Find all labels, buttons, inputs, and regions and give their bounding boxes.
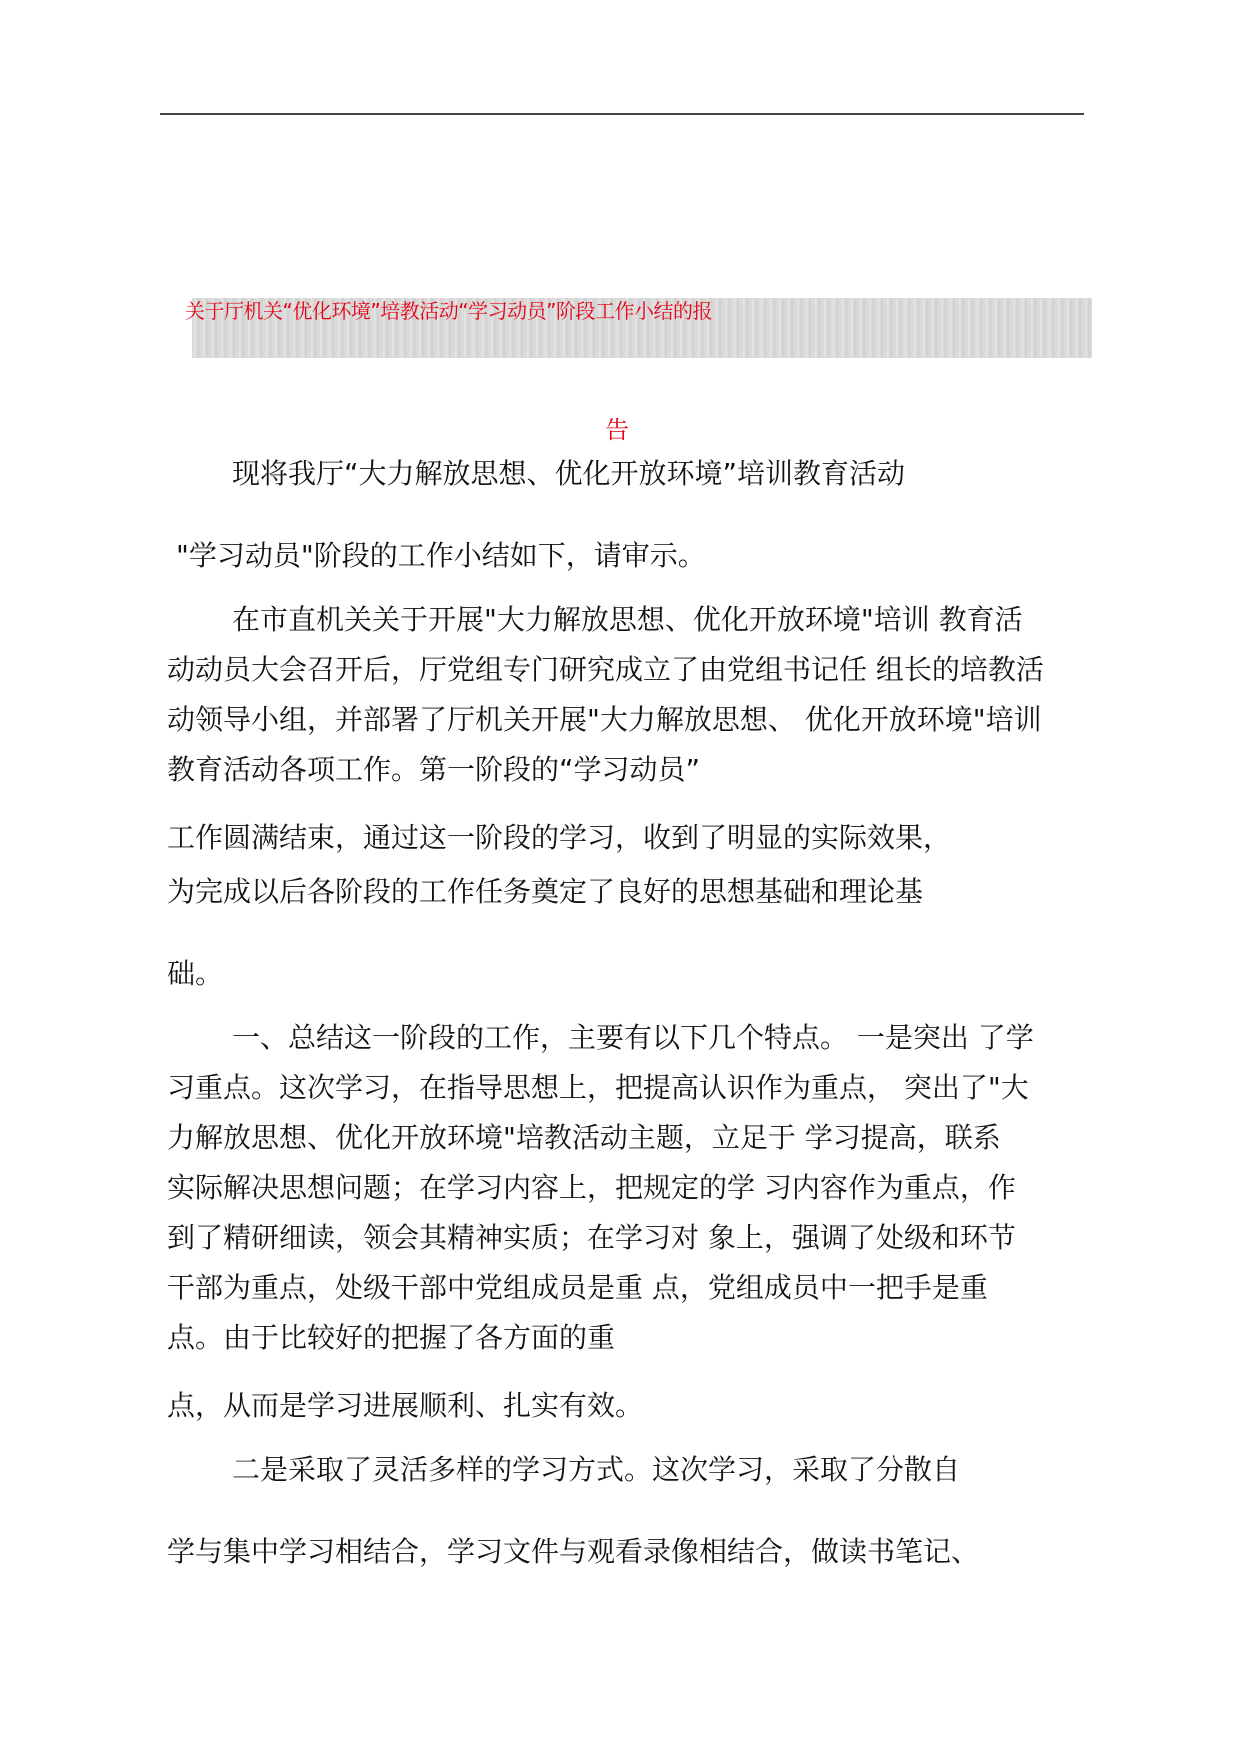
body-line: 工作圆满结束，通过这一阶段的学习，收到了明显的实际效果， — [167, 821, 952, 854]
body-line: 干部为重点，处级干部中党组成员是重 点，党组成员中一把手是重 — [167, 1271, 988, 1304]
body-line: 动动员大会召开后，厅党组专门研究成立了由党组书记任 组长的培教活 — [167, 653, 1044, 686]
body-line: 教育活动各项工作。第一阶段的“学习动员” — [167, 753, 701, 786]
body-line: 力解放思想、优化开放环境"培教活动主题，立足于 学习提高，联系 — [167, 1121, 1001, 1154]
body-line: 现将我厅“大力解放思想、优化开放环境”培训教育活动 — [232, 457, 906, 490]
body-line: 二是采取了灵活多样的学习方式。这次学习，采取了分散自 — [232, 1453, 961, 1486]
body-line: 一、总结这一阶段的工作，主要有以下几个特点。 一是突出 了学 — [232, 1021, 1034, 1054]
body-line: 习重点。这次学习，在指导思想上，把提高认识作为重点， 突出了"大 — [167, 1071, 1029, 1104]
body-line: 学与集中学习相结合，学习文件与观看录像相结合，做读书笔记、 — [167, 1535, 980, 1568]
body-line: 动领导小组，并部署了厅机关开展"大力解放思想、 优化开放环境"培训 — [167, 703, 1042, 736]
document-title-continuation: 告 — [605, 416, 629, 444]
body-line: 点，从而是学习进展顺利、扎实有效。 — [167, 1389, 644, 1422]
body-line: 为完成以后各阶段的工作任务奠定了良好的思想基础和理论基 — [167, 875, 924, 908]
body-line: 点。由于比较好的把握了各方面的重 — [167, 1321, 616, 1354]
body-line: 础。 — [167, 957, 224, 990]
body-line: 在市直机关关于开展"大力解放思想、优化开放环境"培训 教育活 — [232, 603, 1023, 636]
body-line: 到了精研细读，领会其精神实质；在学习对 象上，强调了处级和环节 — [167, 1221, 1016, 1254]
body-line: 实际解决思想问题；在学习内容上，把规定的学 习内容作为重点，作 — [167, 1171, 1016, 1204]
body-line: "学习动员"阶段的工作小结如下，请审示。 — [176, 539, 706, 572]
document-title: 关于厅机关“优化环境”培教活动“学习动员”阶段工作小结的报 — [185, 299, 712, 323]
header-rule — [160, 113, 1084, 115]
